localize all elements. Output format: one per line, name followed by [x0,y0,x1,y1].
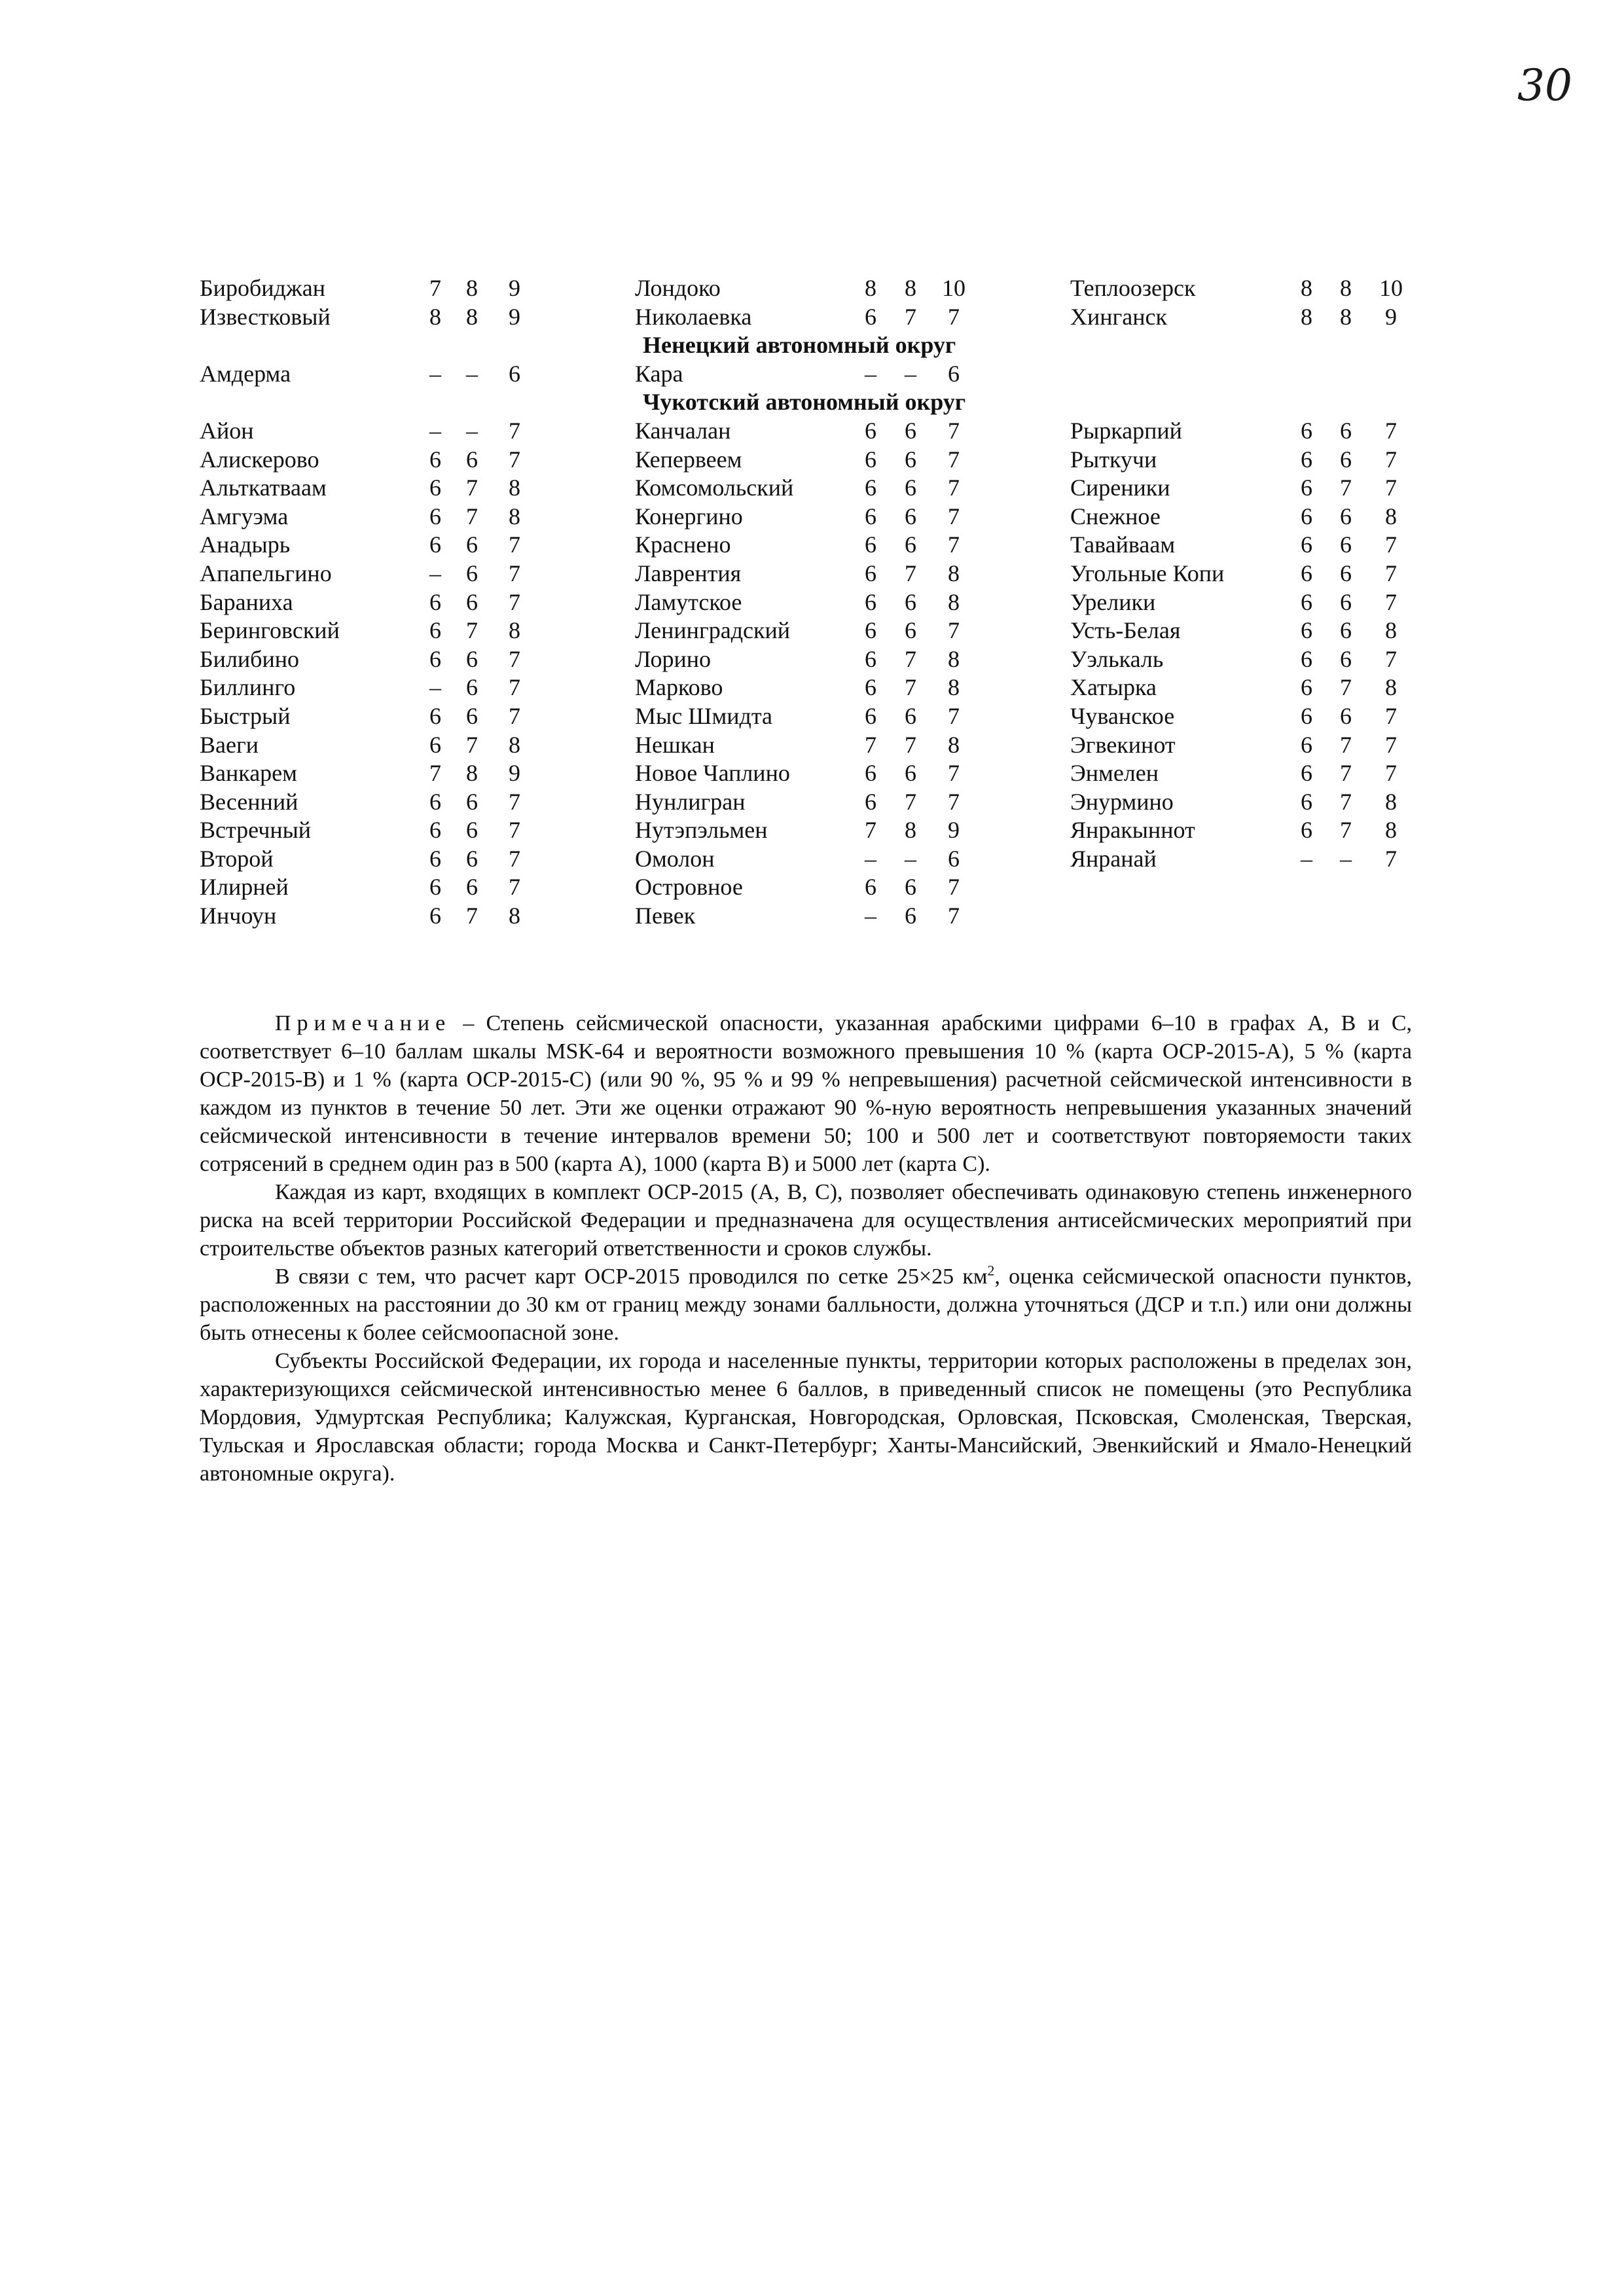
settlement-name: Беринговский [200,617,340,644]
intensity-c: 9 [1385,303,1397,330]
intensity-c: 6 [948,360,960,387]
intensity-b: 8 [466,760,478,787]
intensity-b: 7 [905,788,916,815]
intensity-b: 6 [466,446,478,473]
intensity-a: 6 [429,845,441,872]
intensity-b: 7 [905,303,916,330]
intensity-c: 7 [509,417,520,444]
settlement-name: Ленинградский [635,617,791,644]
intensity-c: 8 [948,588,960,615]
intensity-b: 6 [1340,588,1352,615]
intensity-c: 8 [509,617,520,644]
settlement-name: Айон [200,417,254,444]
intensity-a: 6 [429,475,441,501]
intensity-a: 6 [429,817,441,844]
settlement-name: Нунлигран [635,788,746,815]
intensity-b: 8 [905,817,916,844]
intensity-c: 8 [948,560,960,586]
intensity-a: 7 [865,817,876,844]
intensity-a: 6 [865,760,876,787]
intensity-a: 6 [429,531,441,558]
intensity-c: 8 [509,903,520,929]
note-section [200,1009,1412,1488]
intensity-b: 6 [905,617,916,644]
settlement-name: Новое Чаплино [635,760,790,787]
intensity-b: – [1340,845,1352,872]
intensity-a: – [865,903,876,929]
intensity-b: 6 [466,874,478,901]
intensity-b: – [466,360,478,387]
settlement-name: Билибино [200,645,300,672]
intensity-c: 8 [948,645,960,672]
intensity-a: – [429,674,441,701]
intensity-b: 7 [1340,788,1352,815]
intensity-c: 7 [948,760,960,787]
intensity-a: 6 [429,874,441,901]
intensity-a: 7 [429,275,441,301]
intensity-a: 6 [1301,674,1312,701]
intensity-c: 7 [509,702,520,729]
intensity-b: 7 [466,617,478,644]
intensity-a: 6 [429,788,441,815]
intensity-b: 6 [905,588,916,615]
settlement-name: Певек [635,903,696,929]
note-paragraph-2: Каждая из карт, входящих в комплект ОСР-2015 (А, В, С), позволяет обеспечивать одинаковую степень инженерного риска на всей территории Российской Федерации и предназначена для осуществления антисейсмических мероприятий при строительстве объектов разных категорий ответственности и сроков службы. [200,1180,1412,1261]
intensity-c: 7 [948,303,960,330]
intensity-b: 6 [905,503,916,529]
intensity-a: 6 [865,303,876,330]
settlement-name: Уэлькаль [1070,645,1164,672]
intensity-c: 7 [509,845,520,872]
intensity-b: 6 [1340,560,1352,586]
intensity-c: 8 [509,503,520,529]
intensity-a: 6 [865,560,876,586]
intensity-a: 8 [865,275,876,301]
intensity-a: 6 [865,645,876,672]
intensity-c: 8 [948,674,960,701]
settlement-name: Комсомольский [635,475,794,501]
note-paragraph-3: В связи с тем, что расчет карт ОСР-2015 проводился по сетке 25×25 $км^2$, оценка сейсмической опасности пунктов, расположенных на расстоянии до 30 км от границ между зонами балльности, должна уточняться (ДСР и т.п.) или они должны быть отнесены к более сейсмоопасной зоне. [200,1262,1412,1345]
intensity-a: 6 [1301,817,1312,844]
intensity-c: 10 [1379,275,1403,301]
intensity-a: 6 [1301,531,1312,558]
intensity-b: – [905,360,916,387]
settlement-name: Теплоозерск [1070,275,1196,301]
intensity-c: 7 [509,446,520,473]
intensity-b: 6 [466,674,478,701]
intensity-c: 8 [1385,788,1397,815]
intensity-a: 7 [429,760,441,787]
settlement-name: Тавайваам [1070,531,1176,558]
intensity-b: 6 [466,845,478,872]
intensity-b: 7 [466,903,478,929]
settlement-name: Ваеги [200,731,259,758]
intensity-c: 7 [1385,417,1397,444]
intensity-a: 8 [1301,303,1312,330]
settlement-name: Чуванское [1070,702,1175,729]
intensity-c: 7 [948,475,960,501]
intensity-a: 6 [429,903,441,929]
settlement-name: Островное [635,874,743,901]
settlement-name: Лаврентия [635,560,742,586]
intensity-a: 6 [429,702,441,729]
intensity-b: 6 [905,475,916,501]
intensity-b: 6 [905,760,916,787]
intensity-c: 8 [1385,817,1397,844]
settlement-name: Биробиджан [200,275,325,301]
intensity-b: 6 [905,702,916,729]
intensity-a: 6 [1301,503,1312,529]
settlement-name: Урелики [1070,588,1156,615]
intensity-c: 10 [942,275,965,301]
intensity-b: 6 [466,817,478,844]
intensity-c: 7 [948,417,960,444]
settlement-name: Энурмино [1070,788,1174,815]
settlement-name: Хинганск [1070,303,1168,330]
intensity-a: 6 [429,645,441,672]
settlement-name: Амдерма [200,360,291,387]
intensity-b: 6 [905,874,916,901]
intensity-a: – [865,845,876,872]
intensity-a: 8 [1301,275,1312,301]
intensity-a: 6 [429,588,441,615]
settlement-name: Лондоко [635,275,721,301]
intensity-b: 6 [1340,446,1352,473]
intensity-c: 7 [948,903,960,929]
intensity-b: 7 [1340,731,1352,758]
intensity-a: 6 [429,617,441,644]
intensity-a: – [429,417,441,444]
intensity-a: 6 [1301,617,1312,644]
intensity-c: 7 [948,531,960,558]
intensity-b: 6 [905,903,916,929]
note-paragraph-4: Субъекты Российской Федерации, их города и населенные пункты, территории которых расположены в пределах зон, характеризующихся сейсмической интенсивностью менее 6 баллов, в приведенный список не помещены (это Республика Мордовия, Удмуртская Республика; Калужская, Курганская, Новгородская, Орловская, Псковская, Смоленская, Тверская, Тульская и Ярославская области; города Москва и Санкт-Петербург; Ханты-Мансийский, Эвенкийский и Ямало-Ненецкий автономные округа). [200,1349,1412,1486]
intensity-a: – [429,560,441,586]
intensity-a: 6 [865,531,876,558]
intensity-a: – [429,360,441,387]
intensity-b: 7 [905,645,916,672]
intensity-a: 6 [865,446,876,473]
intensity-b: 6 [466,588,478,615]
settlement-name: Энмелен [1070,760,1159,787]
intensity-c: 8 [509,731,520,758]
intensity-a: 6 [1301,645,1312,672]
intensity-b: 8 [1340,303,1352,330]
intensity-b: 8 [466,275,478,301]
settlement-name: Быстрый [200,702,291,729]
intensity-b: 7 [1340,817,1352,844]
intensity-b: 7 [466,731,478,758]
intensity-c: 8 [1385,674,1397,701]
settlement-name: Апапельгино [200,560,332,586]
settlement-name: Конергино [635,503,743,529]
intensity-c: 7 [1385,731,1397,758]
intensity-b: – [905,845,916,872]
intensity-c: 9 [509,275,520,301]
intensity-a: 6 [1301,588,1312,615]
settlement-name: Канчалан [635,417,731,444]
intensity-a: 6 [865,702,876,729]
intensity-c: 6 [509,360,520,387]
intensity-a: 6 [429,446,441,473]
intensity-a: 6 [1301,417,1312,444]
intensity-a: 6 [865,617,876,644]
intensity-c: 7 [948,446,960,473]
intensity-c: 7 [1385,702,1397,729]
settlement-name: Нешкан [635,731,715,758]
intensity-a: 6 [1301,560,1312,586]
intensity-b: 7 [905,674,916,701]
intensity-c: 9 [948,817,960,844]
settlement-name: Янракыннот [1070,817,1195,844]
intensity-c: 7 [1385,475,1397,501]
settlement-name: Кара [635,360,683,387]
settlement-name: Весенний [200,788,298,815]
intensity-c: 7 [1385,560,1397,586]
intensity-a: 6 [429,503,441,529]
intensity-b: 7 [466,503,478,529]
intensity-c: 6 [948,845,960,872]
intensity-c: 7 [948,702,960,729]
settlement-name: Усть-Белая [1070,617,1181,644]
intensity-b: 7 [466,475,478,501]
settlement-name: Николаевка [635,303,752,330]
intensity-b: 6 [905,446,916,473]
intensity-b: 6 [1340,702,1352,729]
settlement-name: Рыркарпий [1070,417,1182,444]
intensity-a: 6 [865,588,876,615]
intensity-a: 6 [865,417,876,444]
intensity-a: 6 [1301,760,1312,787]
settlement-name: Известковый [200,303,331,330]
settlement-name: Нутэпэльмен [635,817,768,844]
settlement-name: Янранай [1070,845,1157,872]
intensity-a: 6 [1301,446,1312,473]
intensity-c: 7 [509,560,520,586]
intensity-a: 6 [865,475,876,501]
intensity-a: 6 [429,731,441,758]
settlement-name: Лорино [635,645,712,672]
intensity-a: – [1301,845,1312,872]
note-label: Примечание [275,1011,452,1035]
settlement-name: Угольные Копи [1070,560,1225,586]
settlement-name: Ванкарем [200,760,297,787]
intensity-b: 6 [1340,417,1352,444]
intensity-a: 8 [429,303,441,330]
intensity-b: 7 [1340,475,1352,501]
intensity-a: 6 [1301,788,1312,815]
intensity-c: 7 [948,788,960,815]
intensity-c: 8 [1385,617,1397,644]
intensity-c: 7 [1385,760,1397,787]
settlement-name: Рыткучи [1070,446,1157,473]
intensity-a: 6 [865,788,876,815]
region-title: Чукотский автономный округ [643,389,966,416]
intensity-c: 9 [509,303,520,330]
intensity-b: 6 [466,560,478,586]
intensity-b: – [466,417,478,444]
intensity-c: 7 [1385,645,1397,672]
settlement-name: Альткатваам [200,475,327,501]
intensity-b: 6 [466,702,478,729]
settlement-name: Сиреники [1070,475,1170,501]
intensity-c: 7 [509,645,520,672]
intensity-b: 7 [905,731,916,758]
intensity-b: 6 [1340,645,1352,672]
intensity-c: 8 [1385,503,1397,529]
intensity-a: 7 [865,731,876,758]
intensity-b: 7 [905,560,916,586]
settlement-name: Амгуэма [200,503,289,529]
settlement-name: Второй [200,845,274,872]
intensity-b: 6 [905,531,916,558]
settlement-name: Ламутское [635,588,742,615]
intensity-b: 6 [905,417,916,444]
page-number: 30 [1517,60,1572,111]
intensity-c: 7 [509,874,520,901]
intensity-c: 8 [948,731,960,758]
intensity-b: 8 [1340,275,1352,301]
intensity-a: 6 [1301,702,1312,729]
intensity-b: 7 [1340,760,1352,787]
intensity-c: 7 [948,617,960,644]
intensity-c: 7 [509,674,520,701]
settlement-name: Мыс Шмидта [635,702,773,729]
intensity-b: 8 [905,275,916,301]
intensity-c: 9 [509,760,520,787]
intensity-b: 7 [1340,674,1352,701]
intensity-b: 6 [1340,531,1352,558]
settlement-name: Хатырка [1070,674,1157,701]
intensity-b: 6 [466,645,478,672]
intensity-c: 7 [509,788,520,815]
intensity-a: 6 [865,503,876,529]
intensity-a: 6 [1301,475,1312,501]
settlement-name: Эгвекинот [1070,731,1176,758]
settlement-name: Краснено [635,531,731,558]
settlement-name: Илирней [200,874,289,901]
intensity-a: 6 [865,874,876,901]
settlement-name: Анадырь [200,531,291,558]
intensity-a: 6 [865,674,876,701]
intensity-c: 7 [509,588,520,615]
settlement-name: Встречный [200,817,312,844]
settlement-name: Марково [635,674,723,701]
settlement-name: Бараниха [200,588,293,615]
settlement-name: Омолон [635,845,715,872]
settlement-name: Инчоун [200,903,277,929]
intensity-b: 8 [466,303,478,330]
intensity-a: 6 [1301,731,1312,758]
intensity-b: 6 [466,531,478,558]
intensity-b: 6 [466,788,478,815]
intensity-b: 6 [1340,617,1352,644]
note-paragraph-1: Примечание – Степень сейсмической опасности, указанная арабскими цифрами 6–10 в графах А, В и С, соответствует 6–10 баллам шкалы MSK-64 и вероятности возможного превышения 10 % (карта ОСР-2015-А), 5 % (карта ОСР-2015-В) и 1 % (карта ОСР-2015-С) (или 90 %, 95 % и 99 % непревышения) расчетной сейсмической интенсивности в каждом из пунктов в течение 50 лет. Эти же оценки отражают 90 %-ную вероятность непревышения указанных значений сейсмической интенсивности в течение интервалов времени 50; 100 и 500 лет и соответствуют повторяемости таких сотрясений в среднем один раз в 500 (карта А), 1000 (карта В) и 5000 лет (карта С). [200,1011,1412,1176]
settlement-name: Алискерово [200,446,319,473]
intensity-b: 6 [1340,503,1352,529]
intensity-c: 8 [509,475,520,501]
intensity-a: – [865,360,876,387]
settlement-name: Кепервеем [635,446,742,473]
intensity-c: 7 [1385,845,1397,872]
intensity-c: 7 [1385,588,1397,615]
intensity-c: 7 [1385,446,1397,473]
intensity-c: 7 [1385,531,1397,558]
intensity-c: 7 [948,874,960,901]
region-title: Ненецкий автономный округ [643,332,956,359]
intensity-c: 7 [509,531,520,558]
intensity-c: 7 [509,817,520,844]
settlement-name: Снежное [1070,503,1161,529]
settlement-name: Биллинго [200,674,296,701]
intensity-c: 7 [948,503,960,529]
